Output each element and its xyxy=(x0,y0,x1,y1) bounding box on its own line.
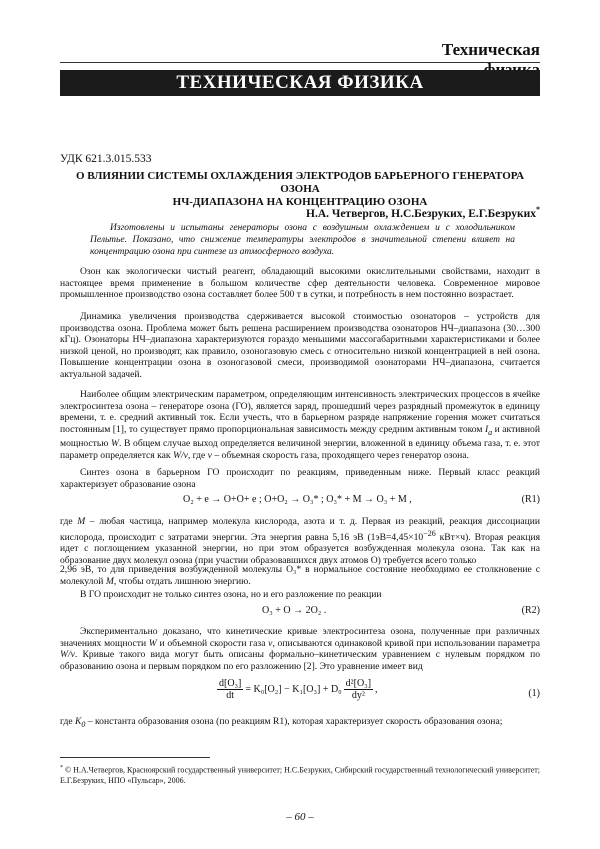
footnote-text: © Н.А.Четвергов, Красноярский государственный университет; Н.С.Безруких, Сибирский государственный технологический университет; Е.Г.Безруких, НПО «Пульсар», 2006. xyxy=(60,765,541,785)
header-rule xyxy=(60,62,540,63)
symbol-I-sub: a xyxy=(488,427,493,437)
paragraph-2: Динамика увеличения производства сдерживается высокой стоимостью озонаторов – устройств для производства озона. Проблема может быть решена расширением производства озонаторов НЧ–диапазона (30…300 кГц). Озонаторы НЧ–диапазона характеризуются гораздо меньшими массогабаритными характеристиками и более низкой ценой, но производят, как правило, озоногазовую смесь с относительно низкой концентрацией в ней озона. Повышение концентрации озона в озоногазовой смеси, производимой озонаторами НЧ–диапазона, считается актуальной задачей. xyxy=(60,311,540,380)
paragraph-3-text-e: – объемная скорость газа, проходящего через генератор озона. xyxy=(211,449,469,461)
paragraph-8-text-b: и объемной скорости газа xyxy=(156,637,269,649)
paragraph-6 xyxy=(60,564,540,587)
page-number: – 60 – xyxy=(286,811,314,823)
symbol-v-2: v xyxy=(268,637,273,649)
paragraph-5-text-a: где xyxy=(60,516,78,527)
equation-r1-number: (R1) xyxy=(521,494,540,505)
symbol-W-v: W/v xyxy=(172,449,188,461)
paragraph-5 xyxy=(60,516,540,567)
symbol-W-v-2: W/v xyxy=(60,649,75,661)
paragraph-3-text-c: . В общем случае выход определяется величиной энергии, вложенной в единицу объема газа, т. е. этот параметр определяется как xyxy=(60,438,540,461)
paragraph-6-text-a: 2,96 эВ, то для приведения возбужденной молекулы O₃* в нормальное состояние необходимо ее столкновение с молекулой xyxy=(60,564,540,587)
fraction-denominator: dt xyxy=(226,690,235,701)
footnote-rule xyxy=(60,757,210,758)
fraction-dO3-dt xyxy=(217,678,243,701)
paragraph-9-text-b: – константа образования озона (по реакциям R1), которая характеризует скорость образования озона; xyxy=(85,716,503,727)
equation-1-middle: = K₀[O₂] − K₁[O₃] + D₀ xyxy=(245,683,342,695)
symbol-v: v xyxy=(207,449,212,461)
symbol-I: I xyxy=(484,423,489,435)
fraction-d2O3-dy2 xyxy=(344,678,373,701)
paragraph-3-text-a: Наиболее общим электрическим параметром, определяющим интенсивность электрических процессов в ячейке электросинтеза озона – генераторе озона (ГО), является заряд, прошедший через разрядный промежуток в единицу времени, т. е. средний активный ток. Если учесть, что в барьерном разряде напряжение горения может считаться постоянным [1], то существует прямо пропорциональная зависимость между средним активным током xyxy=(60,389,540,435)
equation-1 xyxy=(215,678,378,701)
running-title: Техническая xyxy=(441,40,540,59)
paragraph-3-text-b: и активной мощностью xyxy=(60,423,540,450)
paragraph-8-text-a: Экспериментально доказано, что кинетические кривые электросинтеза озона, полученные при различных значениях мощности xyxy=(60,626,540,649)
paragraph-5-text-c: кВт×ч). Вторая реакция идет с поглощением указанной энергии, но при этом образуется возбужденная молекула озона. Так как на образование двух молекул озона (при участии образовавшихся двух атомов О) требуется всего только xyxy=(60,531,541,566)
symbol-M-2: M xyxy=(105,575,114,587)
article-title-line-2: НЧ-ДИАПАЗОНА НА КОНЦЕНТРАЦИЮ ОЗОНА xyxy=(172,196,428,208)
equation-1-tail: , xyxy=(375,683,378,695)
fraction-2-denominator: dy² xyxy=(351,690,365,701)
symbol-M: M xyxy=(77,516,86,527)
paragraph-6-text-b: , чтобы отдать лишнюю энергию. xyxy=(113,575,251,587)
symbol-W-2: W xyxy=(148,637,157,649)
paragraph-3-text-d: , где xyxy=(187,449,208,461)
udc-code: УДК 621.3.015.533 xyxy=(60,153,152,165)
footnote-mark: * xyxy=(60,765,63,771)
symbol-K: K xyxy=(75,716,82,727)
paragraph-7: В ГО происходит не только синтез озона, но и его разложение по реакции xyxy=(80,589,382,600)
authors-footnote-mark: * xyxy=(536,205,540,214)
paragraph-8-text-d: . Кривые такого вида могут быть описаны формально–кинетическим уравнением с нулевым порядком по образованию озона и первым порядком по его разложению [2]. Это уравнение имеет вид xyxy=(60,649,540,672)
exponent: −26 xyxy=(423,528,436,538)
authors-names: Н.А. Четвергов, Н.С.Безруких, Е.Г.Безруких xyxy=(306,207,536,220)
paragraph-8-text-c: , описываются одинаковой кривой при использовании параметра xyxy=(272,637,540,649)
equation-1-number: (1) xyxy=(528,688,540,699)
footnote xyxy=(60,763,540,786)
paragraph-1: Озон как экологически чистый реагент, обладающий высокими окислительными свойствами, находит в настоящее время применение в большом количестве сфер деятельности человека. Современное мировое промышленное производство озона составляет более 500 т в сутки, и потребность в нем постоянно возрастает. xyxy=(60,266,540,301)
article-title-line-1: О ВЛИЯНИИ СИСТЕМЫ ОХЛАЖДЕНИЯ ЭЛЕКТРОДОВ БАРЬЕРНОГО ГЕНЕРАТОРА ОЗОНА xyxy=(75,170,525,195)
symbol-W: W xyxy=(111,438,120,450)
fraction-numerator: d[O₃] xyxy=(219,678,242,689)
equation-r2: O₃ + O → 2O₂ . xyxy=(262,605,327,616)
symbol-K-sub: 0 xyxy=(81,719,86,729)
paragraph-8 xyxy=(60,626,540,672)
equation-r1: O₂ + e → O+O+ e ; O+O₂ → O₃* ; O₃* + M → O₃ + M , xyxy=(183,494,412,505)
equation-r2-number: (R2) xyxy=(521,605,540,616)
authors xyxy=(260,205,540,220)
paragraph-5-text-b: – любая частица, например молекула кислорода, азота и т. д. Первая из реакций, реакция диссоциации кислорода, происходит с затратами энергии. Эта энергия равна 5,16 эВ (1эВ=4,45×10 xyxy=(60,516,541,543)
paragraph-3 xyxy=(60,389,540,461)
fraction-2-numerator: d²[O₃] xyxy=(345,678,372,689)
article-title xyxy=(60,170,540,209)
abstract: Изготовлены и испытаны генераторы озона с воздушным охлаждением и с холодильником Пельтье. Показано, что снижение температуры электродов в значительной степени влияет на концентрацию озона при синтезе из атмосферного воздуха. xyxy=(90,223,515,257)
paragraph-9 xyxy=(60,716,540,731)
paragraph-9-text-a: где xyxy=(60,716,75,727)
paragraph-4: Синтез озона в барьерном ГО происходит по реакциям, приведенным ниже. Первый класс реакций характеризует образование озона xyxy=(60,467,540,490)
section-banner: ТЕХНИЧЕСКАЯ ФИЗИКА xyxy=(60,70,540,96)
